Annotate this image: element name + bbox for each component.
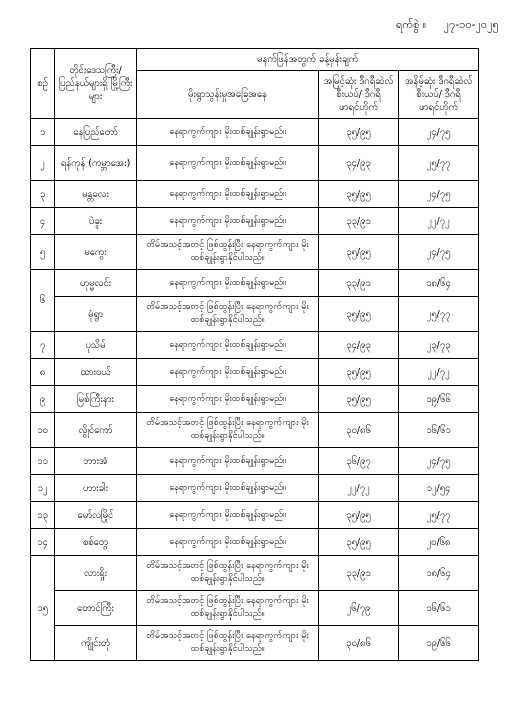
table-row: [31, 591, 479, 626]
row-no: ၁၄: [31, 529, 55, 556]
table-row: [31, 556, 479, 591]
row-min-temp: ၂၀/၆၈: [399, 529, 479, 556]
header-forecast-group: မနက်ဖြန်အတွက် ခန့်မှန်းချက်: [137, 49, 479, 71]
row-max-temp: ၃၃/၉၁: [319, 270, 399, 297]
row-city: မြစ်ကြီးနား: [55, 386, 137, 413]
row-max-temp: ၃၅/၉၅: [319, 529, 399, 556]
row-max-temp: ၃၅/၉၅: [319, 297, 399, 332]
table-row: [31, 235, 479, 270]
row-city: မုံရွာ: [55, 297, 137, 332]
row-min-temp: ၂၅/၇၇: [399, 146, 479, 181]
row-min-temp: ၁၈/၆၄: [399, 556, 479, 591]
row-min-temp: ၂၅/၇၇: [399, 502, 479, 529]
row-condition: တိမ်အသင့်အတင့် ဖြစ်ထွန်းပြီး နေရာကွက်ကျား မိုးထစ်ချုန်းရွာနိုင်ပါသည်။: [137, 297, 319, 332]
row-city: လွိုင်ကော်: [55, 413, 137, 448]
row-city: ပဲခူး: [55, 208, 137, 235]
row-max-temp: ၃၆/၉၇: [319, 448, 399, 475]
table-row: [31, 529, 479, 556]
row-min-temp: ၁၉/၆၆: [399, 626, 479, 661]
row-condition: တိမ်အသင့်အတင့် ဖြစ်ထွန်းပြီး နေရာကွက်ကျား မိုးထစ်ချုန်းရွာနိုင်ပါသည်။: [137, 591, 319, 626]
row-city: ဟားခါး: [55, 475, 137, 502]
row-condition: တိမ်အသင့်အတင့် ဖြစ်ထွန်းပြီး နေရာကွက်ကျား မိုးထစ်ချုန်းရွာနိုင်ပါသည်။: [137, 626, 319, 661]
row-no: ၁၃: [31, 502, 55, 529]
header-region: တိုင်းဒေသကြီး/ ပြည်နယ်များရှိ မြို့ကြီးများ: [55, 49, 137, 119]
date-label: ရက်စွဲ ။: [396, 18, 427, 31]
forecast-table: [30, 48, 479, 661]
row-min-temp: ၁၆/၆၁: [399, 413, 479, 448]
row-city: ဘားအံ: [55, 448, 137, 475]
row-max-temp: ၃၅/၉၅: [319, 359, 399, 386]
row-city: တောင်ကြီး: [55, 591, 137, 626]
row-city: နေပြည်တော်: [55, 119, 137, 146]
table-row: [31, 119, 479, 146]
row-condition: နေရာကွက်ကျား မိုးထစ်ချုန်းရွာမည်။: [137, 386, 319, 413]
row-no: ၁၂: [31, 475, 55, 502]
header-max-temp: အမြင့်ဆုံး ဒီဂရီဆဲလ်စီးယပ်/ ဒီဂရီဖာရင်ဟိုက်: [319, 71, 399, 119]
row-city: မကွေး: [55, 235, 137, 270]
header-min-temp: အနိမ့်ဆုံး ဒီဂရီဆဲလ်စီးယပ်/ ဒီဂရီဖာရင်ဟိုက်: [399, 71, 479, 119]
table-row: [31, 386, 479, 413]
row-max-temp: ၃၃/၉၁: [319, 556, 399, 591]
row-min-temp: ၁၆/၆၁: [399, 591, 479, 626]
row-max-temp: ၃၅/၉၅: [319, 386, 399, 413]
table-row: [31, 270, 479, 297]
table-row: [31, 475, 479, 502]
row-no: ၁၅: [31, 556, 55, 661]
row-min-temp: ၂၄/၇၅: [399, 235, 479, 270]
table-row: [31, 626, 479, 661]
row-min-temp: ၂၂/၇၂: [399, 208, 479, 235]
row-condition: နေရာကွက်ကျား မိုးထစ်ချုန်းရွာမည်။: [137, 359, 319, 386]
row-max-temp: ၂၆/၇၉: [319, 591, 399, 626]
row-city: မော်လမြိုင်: [55, 502, 137, 529]
row-max-temp: ၃၅/၉၅: [319, 181, 399, 208]
table-row: [31, 502, 479, 529]
row-city: ပုသိမ်: [55, 332, 137, 359]
table-row: [31, 181, 479, 208]
row-condition: နေရာကွက်ကျား မိုးထစ်ချုန်းရွာမည်။: [137, 270, 319, 297]
row-condition: တိမ်အသင့်အတင့် ဖြစ်ထွန်းပြီး နေရာကွက်ကျား မိုးထစ်ချုန်းရွာနိုင်ပါသည်။: [137, 413, 319, 448]
table-row: [31, 332, 479, 359]
row-no: ၁၁: [31, 448, 55, 475]
row-min-temp: ၂၄/၇၅: [399, 119, 479, 146]
row-min-temp: ၂၄/၇၅: [399, 448, 479, 475]
row-max-temp: ၃၄/၉၃: [319, 332, 399, 359]
row-max-temp: ၃၄/၉၃: [319, 146, 399, 181]
row-min-temp: ၁၈/၆၄: [399, 270, 479, 297]
row-city: လားရှိုး: [55, 556, 137, 591]
row-min-temp: ၂၅/၇၇: [399, 297, 479, 332]
row-condition: နေရာကွက်ကျား မိုးထစ်ချုန်းရွာမည်။: [137, 208, 319, 235]
table-row: [31, 359, 479, 386]
row-no: ၃: [31, 181, 55, 208]
row-condition: တိမ်အသင့်အတင့် ဖြစ်ထွန်းပြီး နေရာကွက်ကျား မိုးထစ်ချုန်းရွာနိုင်ပါသည်။: [137, 556, 319, 591]
row-condition: နေရာကွက်ကျား မိုးထစ်ချုန်းရွာမည်။: [137, 332, 319, 359]
row-max-temp: ၂၂/၇၂: [319, 475, 399, 502]
table-row: [31, 448, 479, 475]
row-no: ၄: [31, 208, 55, 235]
row-city: စစ်တွေ: [55, 529, 137, 556]
header-no: စဉ်: [31, 49, 55, 119]
row-condition: နေရာကွက်ကျား မိုးထစ်ချုန်းရွာမည်။: [137, 146, 319, 181]
row-city: ထားဝယ်: [55, 359, 137, 386]
row-condition: နေရာကွက်ကျား မိုးထစ်ချုန်းရွာမည်။: [137, 502, 319, 529]
row-condition: နေရာကွက်ကျား မိုးထစ်ချုန်းရွာမည်။: [137, 448, 319, 475]
row-city: မန္တလေး: [55, 181, 137, 208]
row-no: ၁: [31, 119, 55, 146]
row-min-temp: ၂၂/၇၂: [399, 359, 479, 386]
date-value: ၂၇-၁၀-၂၀၂၅: [443, 18, 499, 31]
row-condition: တိမ်အသင့်အတင့် ဖြစ်ထွန်းပြီး နေရာကွက်ကျား မိုးထစ်ချုန်းရွာနိုင်ပါသည်။: [137, 235, 319, 270]
report-date: [396, 18, 499, 34]
table-row: [31, 297, 479, 332]
row-condition: နေရာကွက်ကျား မိုးထစ်ချုန်းရွာမည်။: [137, 529, 319, 556]
row-min-temp: ၂၃/၇၃: [399, 332, 479, 359]
row-no: ၂: [31, 146, 55, 181]
row-city: ရန်ကုန် (ကမ္ဘာအေး): [55, 146, 137, 181]
row-max-temp: ၃၃/၉၁: [319, 208, 399, 235]
row-max-temp: ၃၀/၈၆: [319, 413, 399, 448]
row-condition: နေရာကွက်ကျား မိုးထစ်ချုန်းရွာမည်။: [137, 119, 319, 146]
row-condition: နေရာကွက်ကျား မိုးထစ်ချုန်းရွာမည်။: [137, 181, 319, 208]
table-row: [31, 146, 479, 181]
row-min-temp: ၁၂/၅၄: [399, 475, 479, 502]
row-max-temp: ၃၅/၉၅: [319, 502, 399, 529]
row-no: ၁၀: [31, 413, 55, 448]
row-min-temp: ၂၄/၇၅: [399, 181, 479, 208]
table-row: [31, 208, 479, 235]
header-condition: မိုးရွာသွန်းမှုအခြေအနေ: [137, 71, 319, 119]
row-max-temp: ၃၅/၉၅: [319, 235, 399, 270]
row-city: ဟုမ္မလင်း: [55, 270, 137, 297]
row-no: ၅: [31, 235, 55, 270]
row-no: ၈: [31, 359, 55, 386]
row-no: ၆: [31, 270, 55, 332]
row-condition: နေရာကွက်ကျား မိုးထစ်ချုန်းရွာမည်။: [137, 475, 319, 502]
row-no: ၉: [31, 386, 55, 413]
table-row: [31, 413, 479, 448]
row-max-temp: ၃၅/၉၅: [319, 119, 399, 146]
row-no: ၇: [31, 332, 55, 359]
row-min-temp: ၁၉/၆၆: [399, 386, 479, 413]
row-city: ကျိုင်းတုံ: [55, 626, 137, 661]
row-max-temp: ၃၀/၈၆: [319, 626, 399, 661]
